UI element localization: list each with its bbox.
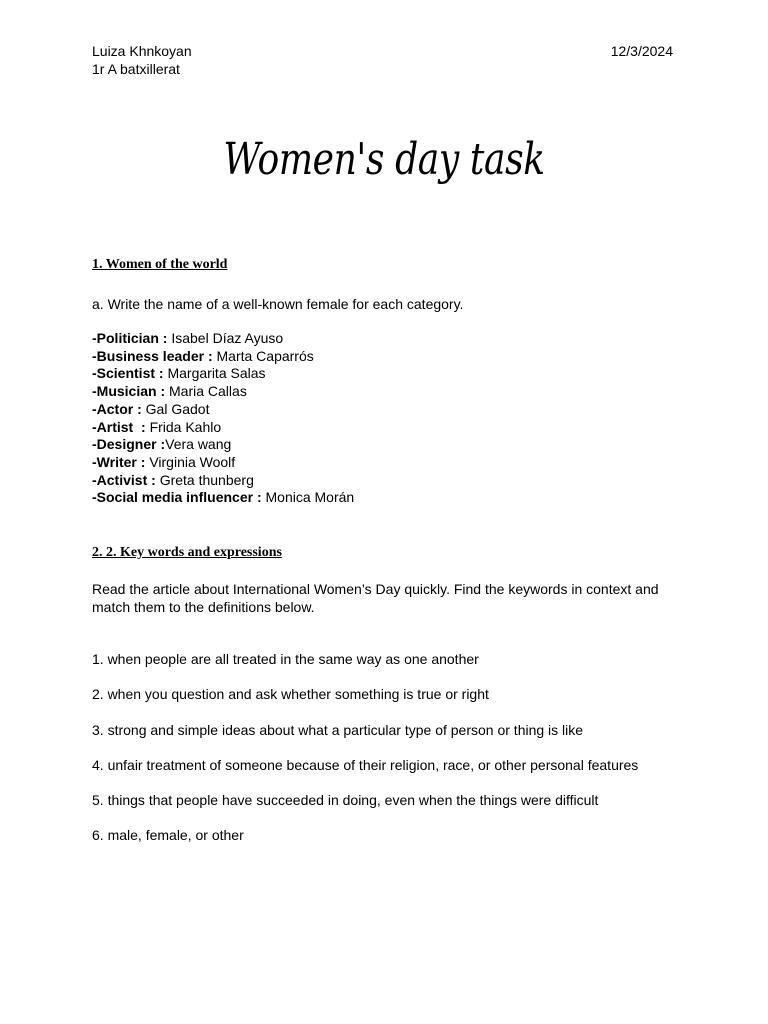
category-item: [92, 365, 354, 383]
page-title: Women's day task: [223, 134, 545, 185]
category-item: [92, 330, 354, 348]
section-1-instruction: a. Write the name of a well-known female for each category.: [92, 296, 464, 312]
category-item: [92, 489, 354, 507]
category-answer: Maria Callas: [169, 383, 247, 400]
category-label: -Scientist :: [92, 365, 168, 382]
definition-item: 2. when you question and ask whether something is true or right: [92, 686, 489, 703]
definition-list: [92, 650, 638, 862]
category-label: -Activist :: [92, 471, 160, 488]
section-heading-2: 2. 2. Key words and expressions: [92, 545, 282, 560]
definition-item: 3. strong and simple ideas about what a particular type of person or thing is like: [92, 721, 584, 738]
category-answer: Frida Kahlo: [149, 418, 222, 435]
category-answer: Isabel Díaz Ayuso: [171, 330, 284, 346]
category-item: [92, 401, 354, 419]
category-answer: Virginia Woolf: [149, 453, 236, 470]
category-item: [92, 419, 354, 437]
header-date: 12/3/2024: [610, 43, 673, 59]
category-item: [92, 348, 354, 366]
definition-item: 5. things that people have succeeded in doing, even when the things were difficult: [92, 792, 599, 809]
category-label: -Social media influencer :: [92, 489, 266, 506]
student-name: Luiza Khnkoyan: [92, 43, 192, 59]
category-answer: Vera wang: [165, 436, 232, 453]
category-label: -Business leader :: [92, 347, 217, 364]
student-class: 1r A batxillerat: [92, 61, 180, 77]
section-heading-1: 1. Women of the world: [92, 257, 228, 272]
category-label: -Politician :: [92, 330, 172, 346]
category-label: -Actor :: [92, 400, 146, 417]
section-2-instruction: Read the article about International Women’s Day quickly. Find the keywords in context and match them to the definitions below.: [92, 581, 659, 615]
category-label: -Designer :: [92, 436, 166, 453]
definition-item: 1. when people are all treated in the same way as one another: [92, 651, 479, 667]
category-item: [92, 436, 354, 454]
category-answer: Marta Caparrós: [216, 347, 314, 364]
category-item: [92, 472, 354, 490]
category-answer: Gal Gadot: [145, 400, 210, 417]
category-item: [92, 383, 354, 401]
category-label: -Artist :: [92, 418, 150, 435]
category-label: -Writer :: [92, 453, 150, 470]
category-label: -Musician :: [92, 383, 170, 400]
definition-item: 6. male, female, or other: [92, 827, 244, 844]
category-answer: Margarita Salas: [167, 365, 266, 382]
category-answer: Monica Morán: [265, 489, 355, 506]
category-answer: Greta thunberg: [159, 471, 254, 488]
category-list: [92, 330, 354, 507]
definition-item: 4. unfair treatment of someone because of their religion, race, or other personal features: [92, 756, 639, 773]
header-student-info: [92, 42, 192, 78]
category-item: [92, 454, 354, 472]
